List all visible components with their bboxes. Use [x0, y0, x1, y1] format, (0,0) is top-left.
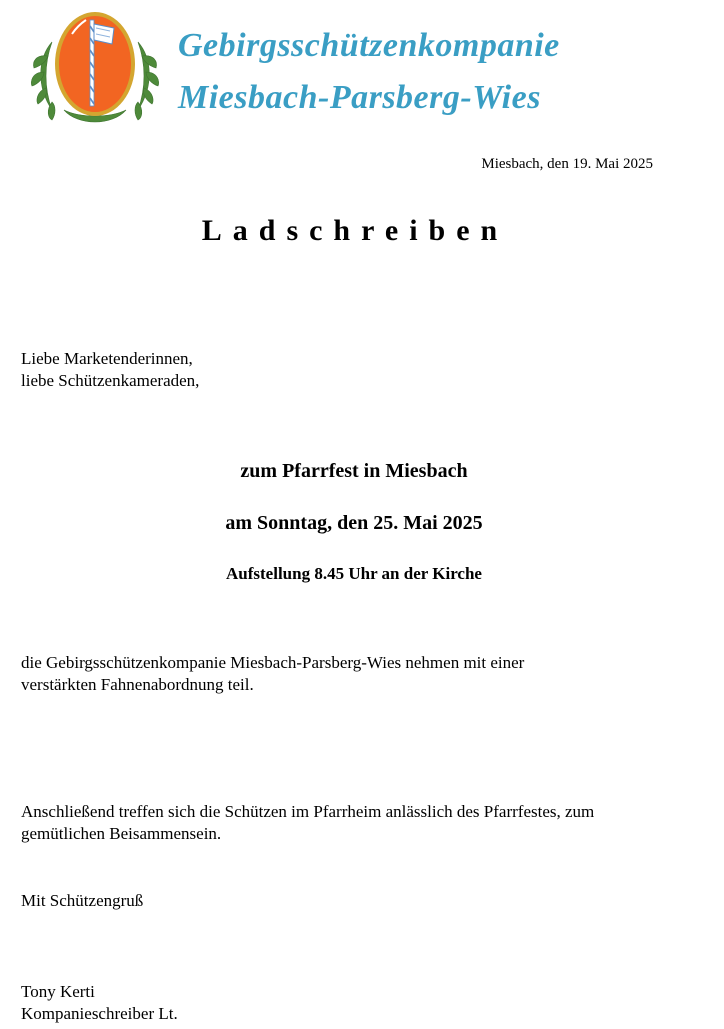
date-line: Miesbach, den 19. Mai 2025 [481, 156, 653, 172]
body-paragraph-2-line-1: Anschließend treffen sich die Schützen im Pfarrheim anlässlich des Pfarrfestes, zum [21, 802, 595, 821]
letterhead [30, 6, 710, 130]
closing-greeting: Mit Schützengruß [21, 891, 144, 910]
salutation-line-1: Liebe Marketenderinnen, [21, 349, 193, 368]
company-emblem-icon [30, 6, 160, 130]
document-title: Ladschreiben [201, 214, 509, 247]
event-date: am Sonntag, den 25. Mai 2025 [225, 512, 483, 534]
org-name-line-1: Gebirgsschützenkompanie [178, 27, 560, 64]
event-name: zum Pfarrfest in Miesbach [240, 460, 468, 482]
signature-name: Tony Kerti [21, 982, 95, 1001]
body-paragraph-1-line-1: die Gebirgsschützenkompanie Miesbach-Parsberg-Wies nehmen mit einer [21, 653, 525, 672]
body-paragraph-2-line-2: gemütlichen Beisammensein. [21, 824, 222, 843]
salutation-line-2: liebe Schützenkameraden, [21, 371, 200, 390]
body-paragraph-1-line-2: verstärkten Fahnenabordnung teil. [21, 675, 254, 694]
event-assembly-time: Aufstellung 8.45 Uhr an der Kirche [226, 564, 482, 583]
org-name-line-2: Miesbach-Parsberg-Wies [178, 79, 541, 116]
signature-role: Kompanieschreiber Lt. [21, 1004, 178, 1023]
